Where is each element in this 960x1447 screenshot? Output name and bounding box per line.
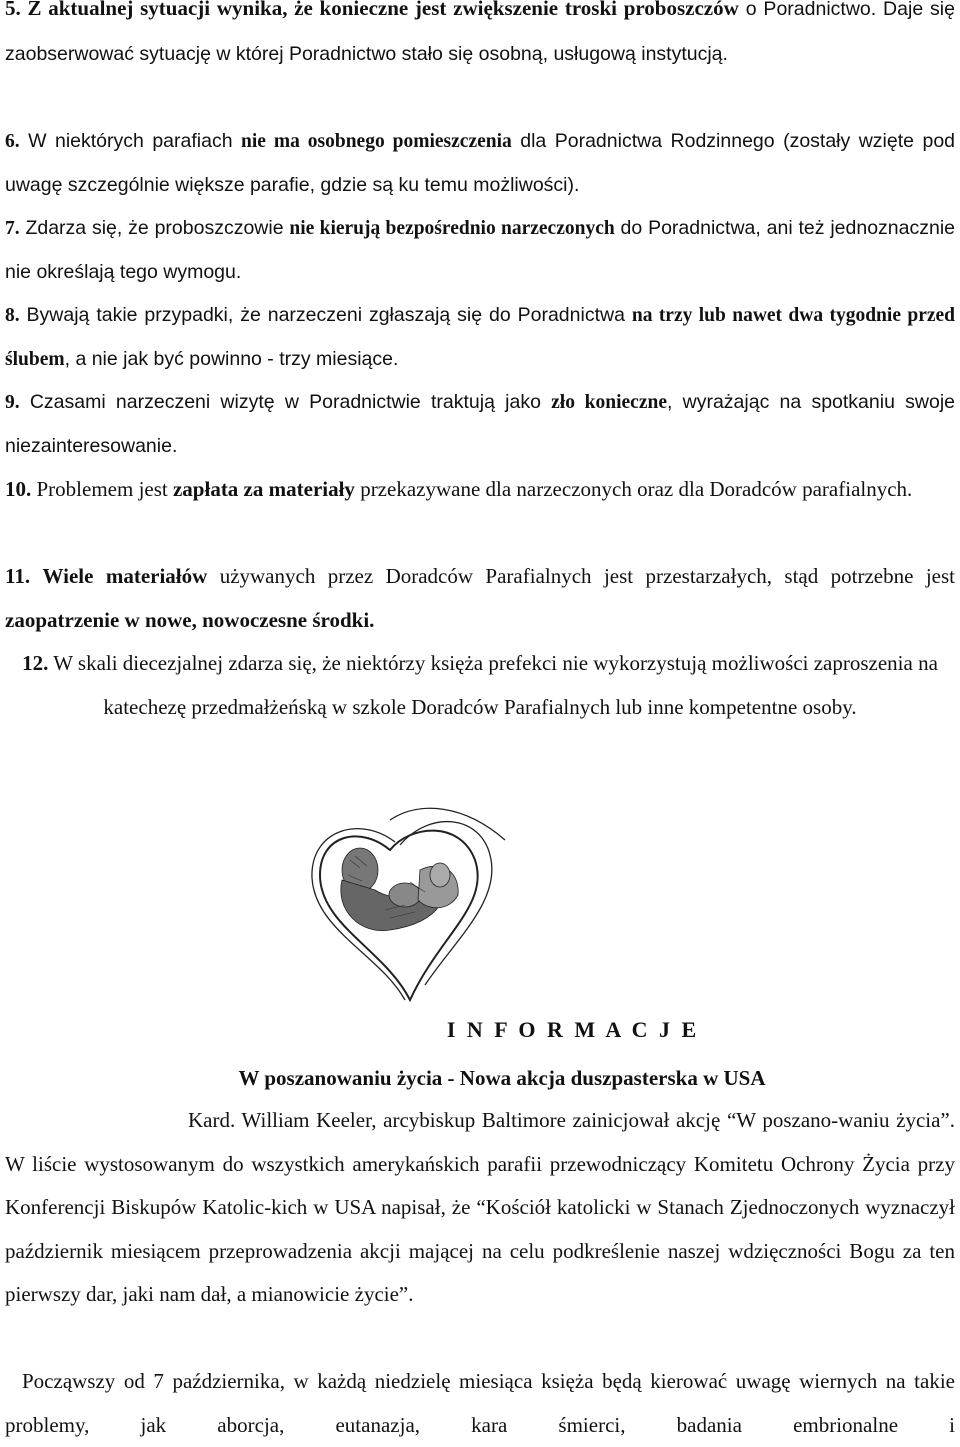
list-item-9	[5, 381, 955, 468]
article-paragraph-1: Kard. William Keeler, arcybiskup Baltimore zainicjował akcję “W poszano-waniu życia”. W liście wystosowanym do wszystkich amerykańskich parafii przewodniczący Komitetu Ochrony Życia przy Konferencji Biskupów Katolic-kich w USA napisał, że “Kościół katolicki w Stanach Zjednoczonych wyznaczył październik miesiącem przeprowadzenia akcji mającej na celu podkreślenie naszej wdzięczności Bogu za ten pierwszy dar, jaki nam dał, a mianowicie życie”.	[5, 1108, 955, 1306]
item-text: przekazywane dla narzeczonych oraz dla Doradców parafialnych.	[354, 477, 913, 501]
item-number: 7.	[5, 218, 20, 239]
item-text: do Poradnictwa, ani też jednoznacznie nie określają tego wymogu.	[5, 217, 955, 283]
item-text-bold: Wiele materiałów	[42, 564, 208, 588]
list-item-5	[5, 0, 955, 76]
item-text: używanych przez Doradców Parafialnych jest przestarzałych, stąd potrzebne jest	[207, 564, 955, 588]
section-heading: I N F O R M A C J E	[446, 1017, 700, 1042]
item-text-bold: zapłata za materiały	[172, 477, 355, 501]
item-number: 12.	[22, 651, 49, 675]
item-text-bold: zaopatrzenie w nowe, nowoczesne środki.	[5, 607, 375, 632]
article-paragraph-2: Począwszy od 7 października, w każdą niedzielę miesiąca księża będą kierować uwagę wiernych na takie problemy, jak aborcja, eutanazja, kara śmierci, badania embrionalne i	[5, 1369, 955, 1437]
list-item-10	[5, 468, 955, 512]
item-number: 11.	[5, 564, 31, 588]
list-item-11	[5, 555, 955, 642]
item-text: Bywają takie przypadki, że narzeczeni zgłaszają się do Poradnictwa	[19, 304, 632, 326]
list-item-12	[20, 642, 940, 729]
item-text: W niektórych parafiach	[19, 130, 242, 152]
list-item-8	[5, 294, 955, 381]
item-number: 9.	[5, 392, 20, 413]
item-number: 10.	[5, 477, 32, 501]
item-text-bold: zło konieczne	[551, 392, 667, 413]
item-text-bold: na trzy lub nawet dwa tygodnie przed ślubem	[5, 305, 956, 370]
item-text: , a nie jak być powinno - trzy miesiące.	[64, 347, 399, 370]
heart-mother-child-illustration	[290, 800, 520, 1010]
article-title: W poszanowaniu życia - Nowa akcja duszpasterska w USA	[238, 1066, 766, 1090]
item-text-bold: nie ma osobnego pomieszczenia	[241, 131, 512, 152]
list-item-7	[5, 207, 955, 294]
item-text: Zdarza się, że proboszczowie	[19, 217, 290, 239]
item-text	[30, 564, 42, 588]
item-text: , wyrażając na spotkaniu swoje niezainteresowanie.	[5, 391, 955, 457]
item-number: 5.	[5, 0, 21, 20]
item-text: dla Poradnictwa Rodzinnego (zostały wzięte pod uwagę szczególnie większe parafie, gdzie są ku temu możliwości).	[5, 130, 956, 196]
item-text-bold: Z aktualnej sytuacji wynika, że konieczne jest zwiększenie troski proboszczów	[20, 0, 739, 20]
item-number: 8.	[5, 305, 20, 326]
item-text: Czasami narzeczeni wizytę w Poradnictwie traktują jako	[19, 391, 552, 413]
item-number: 6.	[5, 131, 20, 152]
item-text: W skali diecezjalnej zdarza się, że niektórzy księża prefekci nie wykorzystują możliwości zaproszenia na katechezę przedmałżeńską w szkole Doradców Parafialnych lub inne kompetentne osoby.	[48, 651, 938, 719]
item-text: Problemem jest	[31, 477, 173, 501]
item-text-bold: nie kierują bezpośrednio narzeczonych	[289, 218, 615, 239]
list-item-6	[5, 120, 955, 207]
item-text: o Poradnictwo. Daje się zaobserwować sytuację w której Poradnictwo stało się osobną, usługową instytucją.	[5, 0, 955, 65]
